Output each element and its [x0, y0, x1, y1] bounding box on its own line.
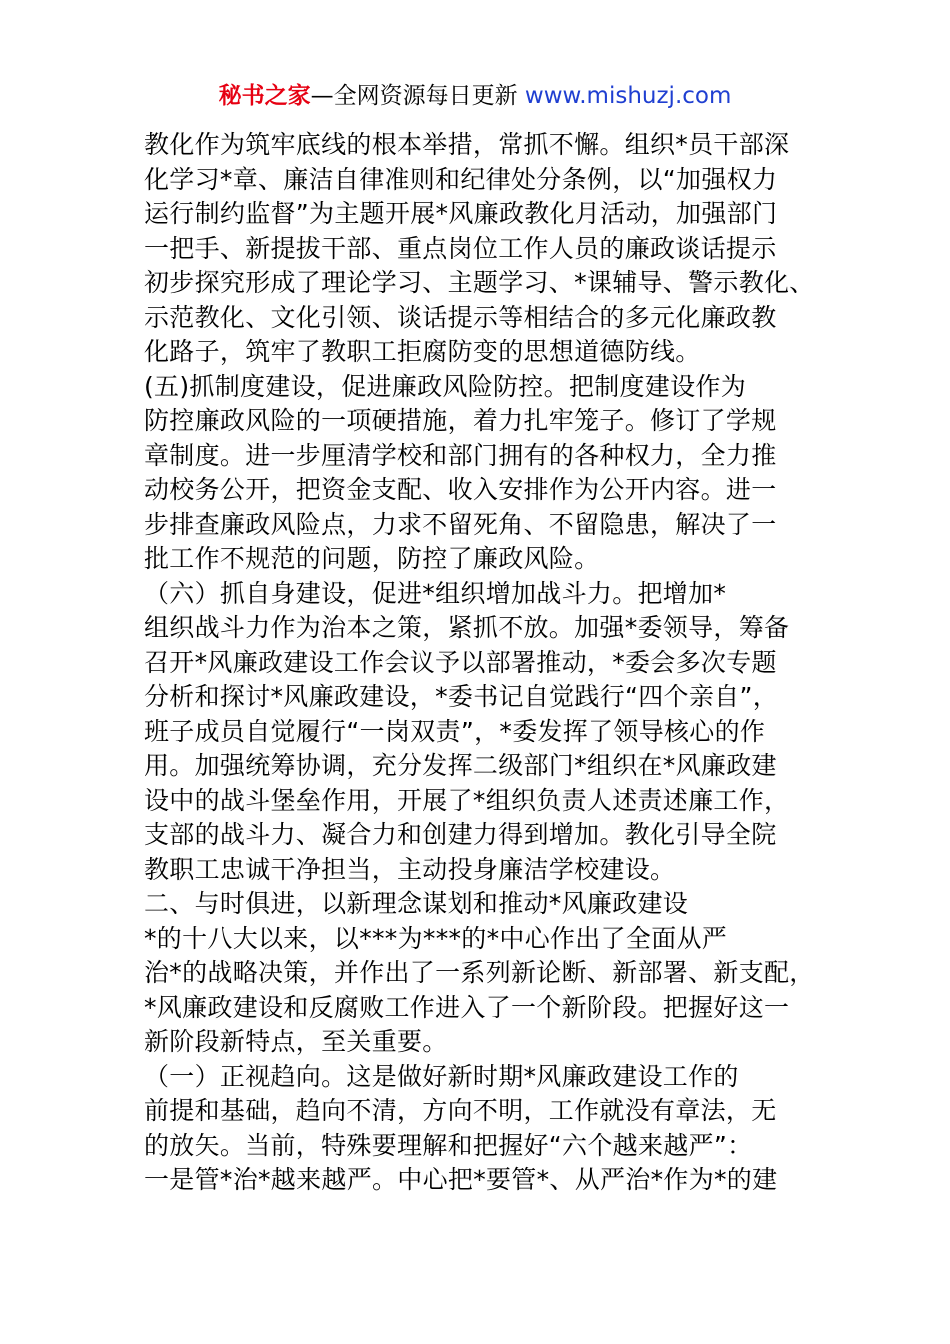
body-line: 设中的战斗堡垒作用，开展了*组织负责人述责述廉工作， — [144, 785, 790, 815]
body-line: 治*的战略决策，并作出了一系列新论断、新部署、新支配， — [144, 958, 815, 987]
site-tagline: —全网资源每日更新 — [310, 83, 525, 109]
section-heading-line: (五)抓制度建设，促进廉政风险防控。把制度建设作为 — [144, 371, 747, 401]
body-line: 一把手、新提拔干部、重点岗位工作人员的廉政谈话提示 — [144, 233, 777, 263]
body-line: 班子成员自觉履行“一岗双责”，*委发挥了领导核心的作 — [144, 716, 766, 746]
body-line: *风廉政建设和反腐败工作进入了一个新阶段。把握好这一 — [144, 992, 790, 1022]
body-line: 步排查廉政风险点，力求不留死角、不留隐患，解决了一 — [144, 509, 777, 539]
body-line: 化学习*章、廉洁自律准则和纪律处分条例，以“加强权力 — [144, 164, 778, 194]
body-line: 组织战斗力作为治本之策，紧抓不放。加强*委领导，筹备 — [144, 613, 790, 642]
body-line: 运行制约监督”为主题开展*风廉政教化月活动，加强部门 — [144, 199, 778, 228]
body-line: 召开*风廉政建设工作会议予以部署推动，*委会多次专题 — [144, 647, 777, 677]
body-line: 教职工忠诚干净担当，主动投身廉洁学校建设。 — [144, 854, 676, 884]
section-heading-line: （六）抓自身建设，促进*组织增加战斗力。把增加* — [144, 578, 727, 608]
body-line: 新阶段新特点，至关重要。 — [144, 1027, 448, 1056]
section-heading-line: 二、与时俱进，以新理念谋划和推动*风廉政建设 — [144, 889, 689, 918]
body-line: 一是管*治*越来越严。中心把*要管*、从严治*作为*的建 — [144, 1165, 778, 1194]
body-line: 动校务公开，把资金支配、收入安排作为公开内容。进一 — [144, 475, 777, 504]
site-url-link[interactable]: www.mishuzj.com — [524, 83, 732, 109]
body-line: 支部的战斗力、凝合力和创建力得到增加。教化引导全院 — [144, 820, 777, 849]
body-line: 前提和基础，趋向不清，方向不明，工作就没有章法，无 — [144, 1096, 777, 1125]
document-body — [144, 128, 834, 1198]
body-line: 防控廉政风险的一项硬措施，着力扎牢笼子。修订了学规 — [144, 406, 777, 435]
site-header — [0, 80, 950, 112]
body-line: 的放矢。当前，特殊要理解和把握好“六个越来越严”： — [144, 1130, 753, 1160]
body-line: 初步探究形成了理论学习、主题学习、*课辅导、警示教化、 — [144, 268, 815, 297]
body-line: 示范教化、文化引领、谈话提示等相结合的多元化廉政教 — [144, 302, 777, 332]
body-line: 用。加强统筹协调，充分发挥二级部门*组织在*风廉政建 — [144, 751, 777, 780]
body-line: 分析和探讨*风廉政建设，*委书记自觉践行“四个亲自”， — [144, 682, 779, 711]
site-brand: 秘书之家 — [218, 83, 311, 109]
body-line: 批工作不规范的问题，防控了廉政风险。 — [144, 544, 600, 573]
body-line: 教化作为筑牢底线的根本举措，常抓不懈。组织*员干部深 — [144, 130, 790, 159]
body-line: 化路子，筑牢了教职工拒腐防变的思想道德防线。 — [144, 337, 701, 366]
body-line: 章制度。进一步厘清学校和部门拥有的各种权力，全力推 — [144, 440, 777, 470]
section-heading-line: （一）正视趋向。这是做好新时期*风廉政建设工作的 — [144, 1061, 739, 1091]
body-line: *的十八大以来，以***为***的*中心作出了全面从严 — [144, 923, 728, 953]
